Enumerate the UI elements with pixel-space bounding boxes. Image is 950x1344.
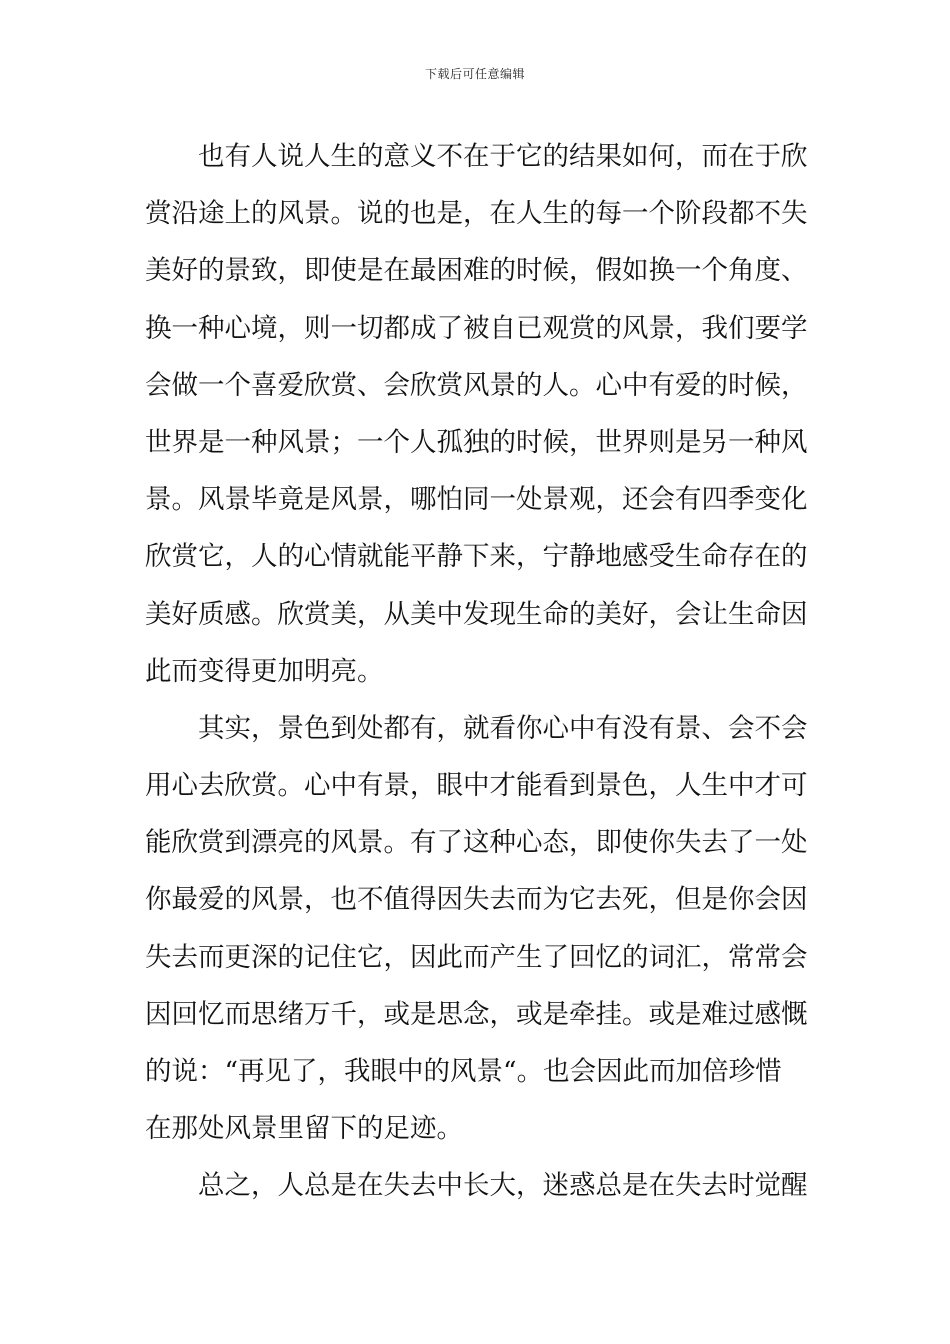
text-line: 也有人说人生的意义不在于它的结果如何，而在于欣 [198, 141, 807, 172]
text-line: 美好的景致，即使是在最困难的时候，假如换一个角度、 [145, 255, 807, 287]
text-line: 能欣赏到漂亮的风景。有了这种心态，即使你失去了一处 [145, 827, 807, 859]
text-line: 赏沿途上的风景。说的也是，在人生的每一个阶段都不失 [145, 198, 807, 230]
paragraph [145, 1157, 807, 1214]
paragraph [145, 128, 807, 700]
text-line: 总之，人总是在失去中长大，迷惑总是在失去时觉醒 [198, 1170, 807, 1202]
text-line: 世界是一种风景；一个人孤独的时候，世界则是另一种风 [145, 426, 807, 458]
body-text [145, 128, 807, 1215]
text-line: 换一种心境，则一切都成了被自已观赏的风景，我们要学 [145, 312, 807, 344]
text-line: 此而变得更加明亮。 [145, 655, 384, 687]
text-line: 景。风景毕竟是风景，哪怕同一处景观，还会有四季变化 [145, 484, 807, 516]
paragraph [145, 700, 807, 1158]
text-line: 失去而更深的记住它，因此而产生了回忆的词汇，常常会 [145, 941, 807, 973]
text-line: 欣赏它，人的心情就能平静下来，宁静地感受生命存在的 [145, 541, 807, 573]
text-line: 在那处风景里留下的足迹。 [145, 1113, 463, 1145]
text-line: 会做一个喜爱欣赏、会欣赏风景的人。心中有爱的时候， [145, 369, 807, 401]
text-line: 因回忆而思绪万千，或是思念，或是牵挂。或是难过感慨 [145, 998, 807, 1030]
text-line: 其实，景色到处都有，就看你心中有没有景、会不会 [198, 712, 807, 744]
text-line: 美好质感。欣赏美，从美中发现生命的美好，会让生命因 [145, 598, 807, 630]
page-header: 下载后可任意编辑 [424, 67, 525, 81]
text-line: 的说：“再见了，我眼中的风景“。也会因此而加倍珍惜 [145, 1056, 782, 1087]
text-line: 用心去欣赏。心中有景，眼中才能看到景色，人生中才可 [145, 770, 807, 802]
text-line: 你最爱的风景，也不值得因失去而为它去死，但是你会因 [145, 884, 807, 916]
